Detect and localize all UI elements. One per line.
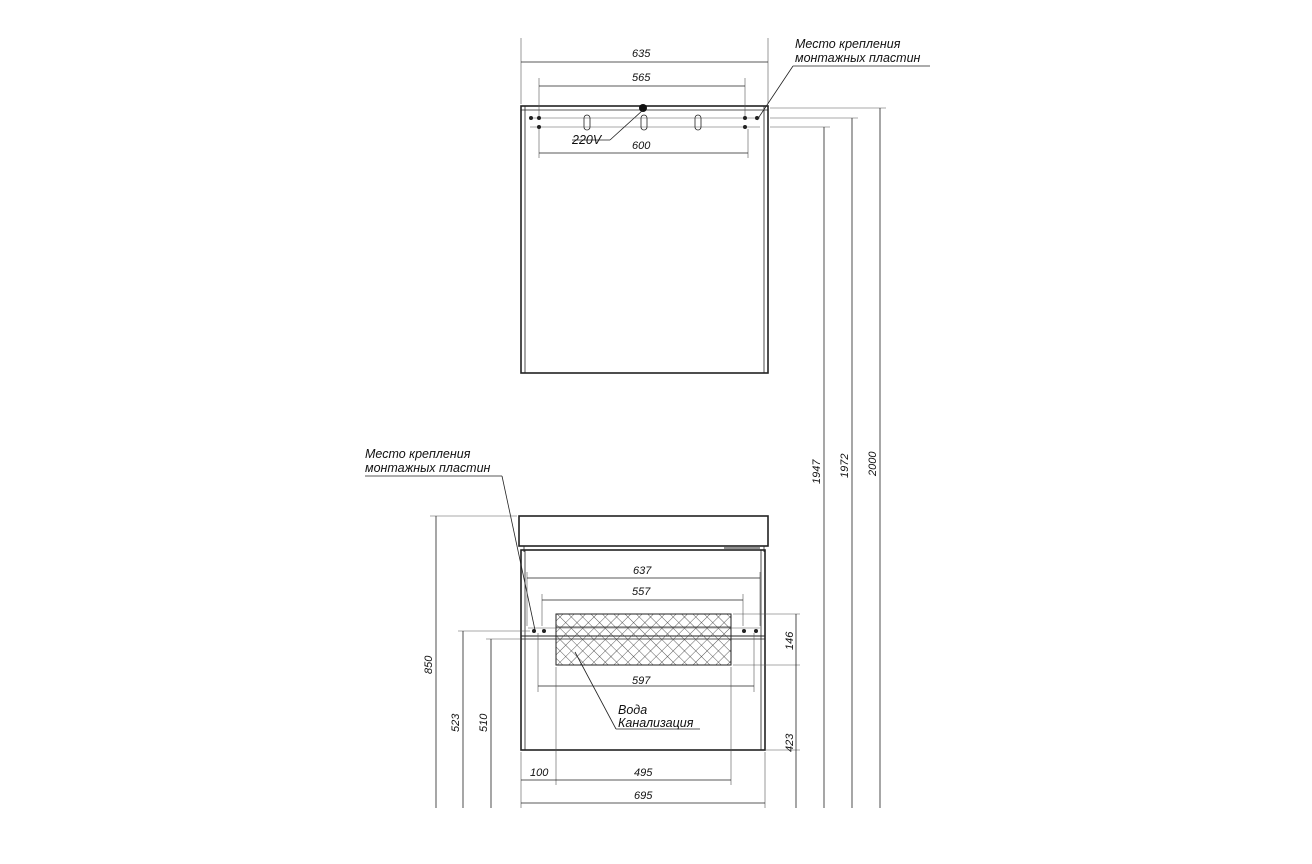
utility-note-line1: Вода [618,703,648,717]
power-point-icon [639,104,647,112]
dim-637: 637 [633,565,652,577]
mirror-mount-note-line2: монтажных пластин [795,51,921,65]
dim-850: 850 [423,655,435,674]
dim-495: 495 [634,767,653,779]
vanity-mount-note-line1: Место крепления [365,447,471,461]
vanity-mount-note-line2: монтажных пластин [365,461,491,475]
mirror-mount-note-line1: Место крепления [795,37,901,51]
mirror-cabinet [521,37,930,373]
utility-area [556,614,731,665]
dim-146: 146 [784,631,796,650]
power-label: 220V [572,133,602,147]
dim-600: 600 [632,140,651,152]
dim-510: 510 [478,713,490,732]
socket-marks [584,115,701,130]
vanity-cabinet [365,447,800,808]
dim-635: 635 [632,48,651,60]
dim-565: 565 [632,72,651,84]
dim-423: 423 [784,733,796,752]
dim-1947: 1947 [811,459,823,484]
dim-1972: 1972 [839,453,851,478]
basin-top [519,516,768,546]
dim-695: 695 [634,790,653,802]
overall-heights [770,108,886,808]
dim-2000: 2000 [867,451,879,476]
dim-100: 100 [530,767,549,779]
utility-note-line2: Канализация [618,716,694,730]
dim-523: 523 [450,713,462,732]
dim-597: 597 [632,675,651,687]
dim-557: 557 [632,586,651,598]
